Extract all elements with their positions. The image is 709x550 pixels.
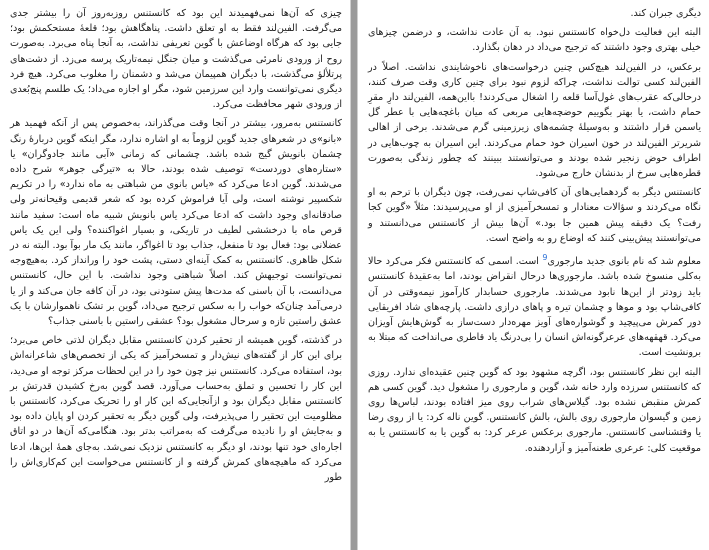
paragraph: دیگری جبران کند. <box>630 8 701 19</box>
book-page-right <box>357 0 709 550</box>
paragraph: برعکس، در الفین‌لند هیچ‌کس چنین درخواست‌های ناخوشایندی نداشت. اصلاً در الفین‌لند کسی توالت نداشت، چراکه لزوم نبود برای چنین کاری وقت صرف کنند، درحالی‌که عقرب‌های غول‌آسا قلعه را اشغال می‌کردند! بااین‌همه، الفین‌لند دارِ مقرِ حمام داشت، یا بهتر بگوییم حوضچه‌هایی مربعی که میان باغچه‌هایی با عطر گل یاسمن قرار داشتند و به‌وسیلهٔ چشمه‌های زیرزمینی گرم می‌شدند. برخی از اهالی شریرتر الفین‌لند در خون اسیران خود حمام می‌کردند. این اسیران به چوب‌هایی در اطراف حوض زنجیر شده بودند و می‌توانستند ببینند که چطور زندگی به‌صورت قطره‌هایی سرخ از بدنشان خارج می‌شود. <box>368 61 701 180</box>
book-page-left <box>0 0 351 550</box>
paragraph: البته این نظر کانستنس بود، اگرچه مشهود بود که گوین چنین عقیده‌ای ندارد. روزی که کانستنس سرزده وارد خانه شد، گوین و مارجوری را مشغول دید. گوین کسی هم کمرش منقبض نشده بود. گیلاس‌های شراب روی میز افتاده بودند، لباس‌ها روی زمین و گیسوان مارجوری روی بالش، بالش کانستنس. گوین ناله کرد: یا از روی رضا یا وقتشناسی کانستنس. مارجوری برعکس عرعر کرد: به گوین یا به کانستنس یا به موقعیت کلی: عرعری طعنه‌آمیز و آزاردهنده. <box>368 366 701 454</box>
paragraph: کانستنس به‌مرور، بیشتر در آنجا وقت می‌گذراند، به‌خصوص پس از آنکه فهمید هر «بانو»ی در شعرهای جدید گوین لزوماً به او اشاره ندارد، مگر اینکه گوین دربارهٔ رنگ چشمان بانویش گیج شده باشد. چشمانی که زمانی «آبی مانند جادوگران» یا «ستاره‌های دوردست» توصیف شده بودند، حالا به «تیرگی جوهر» شرح داده می‌شدند. گوین ادعا می‌کرد که «یاس بانوی من شباهتی به ماه ندارد» را در تکریم شکسپیر نوشته است، ولی آیا فراموش کرده بود که شعر قدیمی وقیحانه‌تر ولی صادقانه‌ای وجود داشت که ادعا می‌کرد یاس بانویش شبیه ماه است: سفید مانند قرص ماه با درخششی لطیف در تاریکی، و بسیار اغواکننده؟ ولی این یک یاس عضلانی بود: فعال بود تا منفعل، جذاب بود تا اغواگر، مانند یک مار بوآ بود. البته نه در شکل ظاهری. کانستنس به کمک آینه‌ای دستی، پشت خود را ورانداز کرد. به‌هیچ‌وجه نمی‌توانست توجیهش کند. اصلاً شباهتی وجود نداشت. با این حال، کانستنس می‌دانست، با آن باسنی که مدت‌ها پیش ستودنی بود، در آن کافه جان می‌کند و از یا درمی‌آمد چنان‌که خواب را به سکس ترجیح می‌داد، گوین بر تشک ناهموارشان با یک عشق راستین تازه و سرحال مشغول بود؟ عشقی راستین با باسنی جذاب؟ <box>10 118 342 328</box>
paragraph: چیزی که آن‌ها نمی‌فهمیدند این بود که کانستنس روزبه‌روز آن را بیشتر جدی می‌گرفت. الفین‌لند فقط به او تعلق داشت. پناهگاهش بود؛ قلعهٔ مستحکمش بود؛ جایی بود که هرگاه اوضاعش با گوین تعریفی نداشت، به آنجا پناه می‌برد. به‌صورت روح از ورودی نامرئی می‌گذشت و میان جنگل نیمه‌تاریک پرسه می‌زد. از دشت‌های پرتلألؤ می‌گذشت، با دیگران همپیمان می‌شد و دشمنان را مغلوب می‌کرد. هیچ فرد دیگری نمی‌توانست وارد این سرزمین شود، مگر او اجازه می‌داد؛ یک طلسم پنج‌بُعدی از ورودی شهر محافظت می‌کرد. <box>10 8 342 111</box>
paragraph: البته این فعالیت دل‌خواه کانستنس نبود. به آن عادت نداشت، و درضمن چیزهای خیلی بهتری وجود داشتند که ترجیح می‌داد در دهان بگذارد. <box>368 27 701 54</box>
paragraph-footnote: معلوم شد که نام بانوی جدید مارجوری$^9$ است. اسمی که کانستنس فکر می‌کرد حالا به‌کلی منسوخ شده باشد. مارجوری‌ها درحال انقراض بودند، اما به‌عقیدهٔ کانستنس باید زودتر از این‌ها نابود می‌شدند. مارجوری حسابدار کارآموز نیمه‌وقتی در آن کافی‌شاپ بود و موها و چشمان تیره و پاهای درازی داشت. پارچه‌های شاد افریقایی دور کمرش می‌پیچید و گوشواره‌های آویز مهره‌دار دست‌ساز به گوش‌هایش آویزان می‌کرد. قهقهه‌های عرعرگونه‌اش انسان را بی‌درنگ یاد قاطری می‌انداخت که مبتلا به برونشیت است. <box>368 253 701 359</box>
footnote-marker[interactable]: 9 <box>542 253 548 263</box>
paragraph: کانستنس دیگر به گردهمایی‌های آن کافی‌شاپ نمی‌رفت، چون دیگران با ترحم به او نگاه می‌کردند و سؤالات معنادار و تمسخرآمیزی از او می‌پرسیدند: مثلاً «گوین کجا رفت؟ یک دقیقه پیش همین جا بود.» آن‌ها بیش از کانستنس می‌دانستند و می‌توانستند پیش‌بینی کنند که اوضاع رو به واضح است. <box>368 187 701 244</box>
paragraph: در گذشته، گوین همیشه از تحقیر کردن کانستنس مقابل دیگران لذتی خاص می‌برد؛ برای این کار از گفته‌های نیش‌دار و تمسخرآمیز که یکی از تخصص‌های شاعرانه‌اش بود، استفاده می‌کرد. کانستنس نیز چون خود را در این لحظات مرکز توجه او می‌دید، این کار را تحسین و تملق به‌حساب می‌آورد. قصد گوین به‌رخ کشیدن قدرتش بر کانستنس مقابل دیگران بود و ازآنجایی‌که این کار او را تحریک می‌کرد، کانستنس با مظلومیت این تحقیر را می‌پذیرفت، ولی گوین دیگر به تحقیر کردن او پایان داده بود و به‌جایش او را نادیده می‌گرفت که به‌مراتب بدتر بود. هنگامی‌که آن‌ها در دو اتاق اجاره‌ای خود تنها بودند، او دیگر به کانستنس نزدیک نمی‌شد. به‌جای همهٔ این‌ها، ادعا می‌کرد که ماهیچه‌های کمرش گرفته و از کانستنس می‌خواست این کم‌کاری‌اش را طور <box>10 335 342 484</box>
